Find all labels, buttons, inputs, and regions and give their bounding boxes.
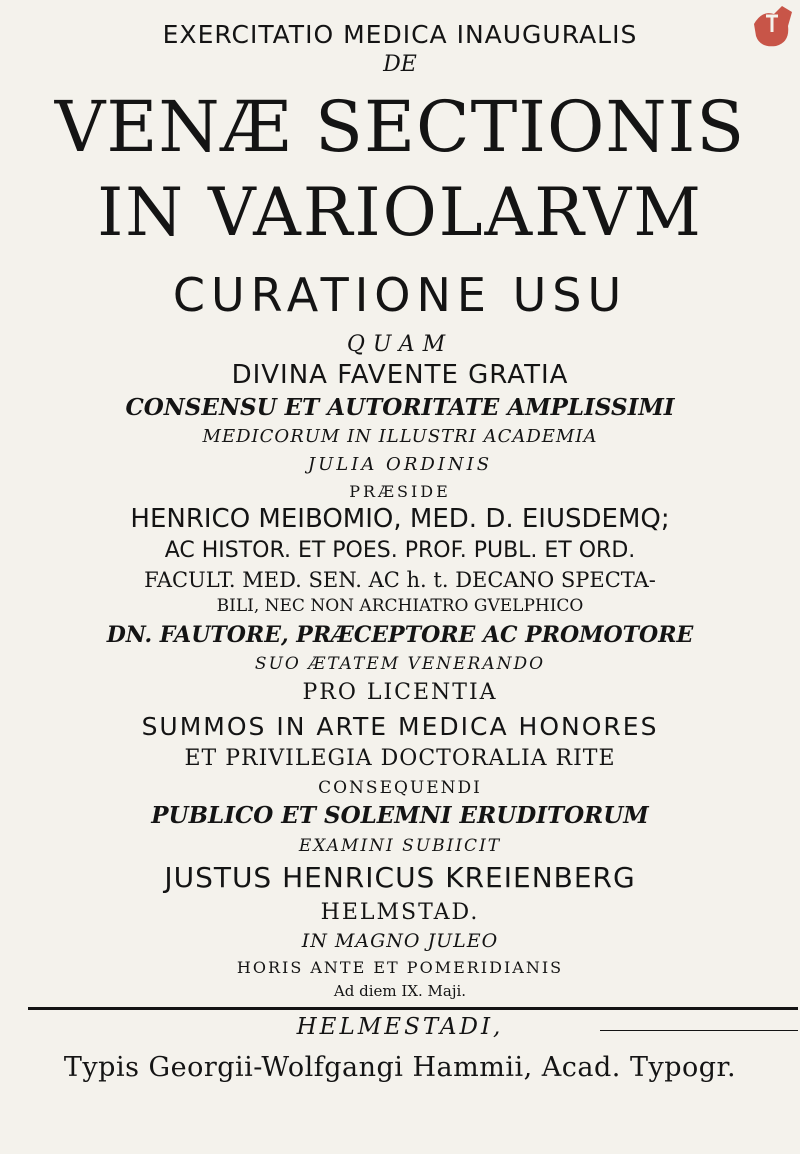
title-line-horis: HORIS ANTE ET POMERIDIANIS <box>236 958 564 977</box>
title-line-in-variolarvm: IN VARIOLARVM <box>97 174 703 251</box>
title-line-fautore: DN. FAUTORE, PRÆCEPTORE AC PROMOTORE <box>106 622 694 648</box>
divider-rule <box>28 1007 798 1010</box>
title-line-de: DE <box>383 52 417 77</box>
title-line-bili: BILI, NEC NON ARCHIATRO GVELPHICO <box>216 596 584 616</box>
title-line-privilegia: ET PRIVILEGIA DOCTORALIA RITE <box>184 746 616 771</box>
title-line-in-magno-juleo: IN MAGNO JULEO <box>301 930 499 952</box>
title-line-pro-licentia: PRO LICENTIA <box>302 680 498 705</box>
title-line-facult: FACULT. MED. SEN. AC h. t. DECANO SPECTA- <box>144 568 656 592</box>
title-line-divina: DIVINA FAVENTE GRATIA <box>231 360 569 390</box>
title-line-quam: QUAM <box>346 332 454 357</box>
title-line-helmstad: HELMSTAD. <box>320 900 480 925</box>
imprint-printer: Typis Georgii-Wolfgangi Hammii, Acad. Typogr. <box>63 1052 737 1083</box>
title-line-examini: EXAMINI SUBIICIT <box>298 836 502 856</box>
title-line-henrico-meibomio: HENRICO MEIBOMIO, MED. D. EIUSDEMQ; <box>130 504 670 534</box>
title-line-medicorum: MEDICORUM IN ILLUSTRI ACADEMIA <box>202 426 598 447</box>
title-line-ac-histor: AC HISTOR. ET POES. PROF. PUBL. ET ORD. <box>164 538 636 563</box>
title-line-consequendi: CONSEQUENDI <box>318 778 482 798</box>
title-line-ad-diem: Ad diem IX. Maji. <box>333 982 467 1000</box>
title-line-publico: PUBLICO ET SOLEMNI ERUDITORUM <box>151 802 649 829</box>
title-line-aetatem: SUO ÆTATEM VENERANDO <box>254 654 546 674</box>
imprint-place: HELMESTADI, <box>296 1014 504 1040</box>
title-line-consensu: CONSENSU ET AUTORITATE AMPLISSIMI <box>125 394 675 421</box>
title-line-exercitatio: EXERCITATIO MEDICA INAUGURALIS <box>162 20 638 49</box>
title-line-praeside: PRÆSIDE <box>349 482 451 501</box>
title-line-summos: SUMMOS IN ARTE MEDICA HONORES <box>141 712 659 741</box>
title-line-author-name: JUSTUS HENRICUS KREIENBERG <box>164 861 636 894</box>
title-line-venae-sectionis: VENÆ SECTIONIS <box>54 86 746 168</box>
title-line-curatione-usu: CURATIONE USU <box>172 268 628 322</box>
title-line-julia-ordinis: JULIA ORDINIS <box>307 454 493 475</box>
